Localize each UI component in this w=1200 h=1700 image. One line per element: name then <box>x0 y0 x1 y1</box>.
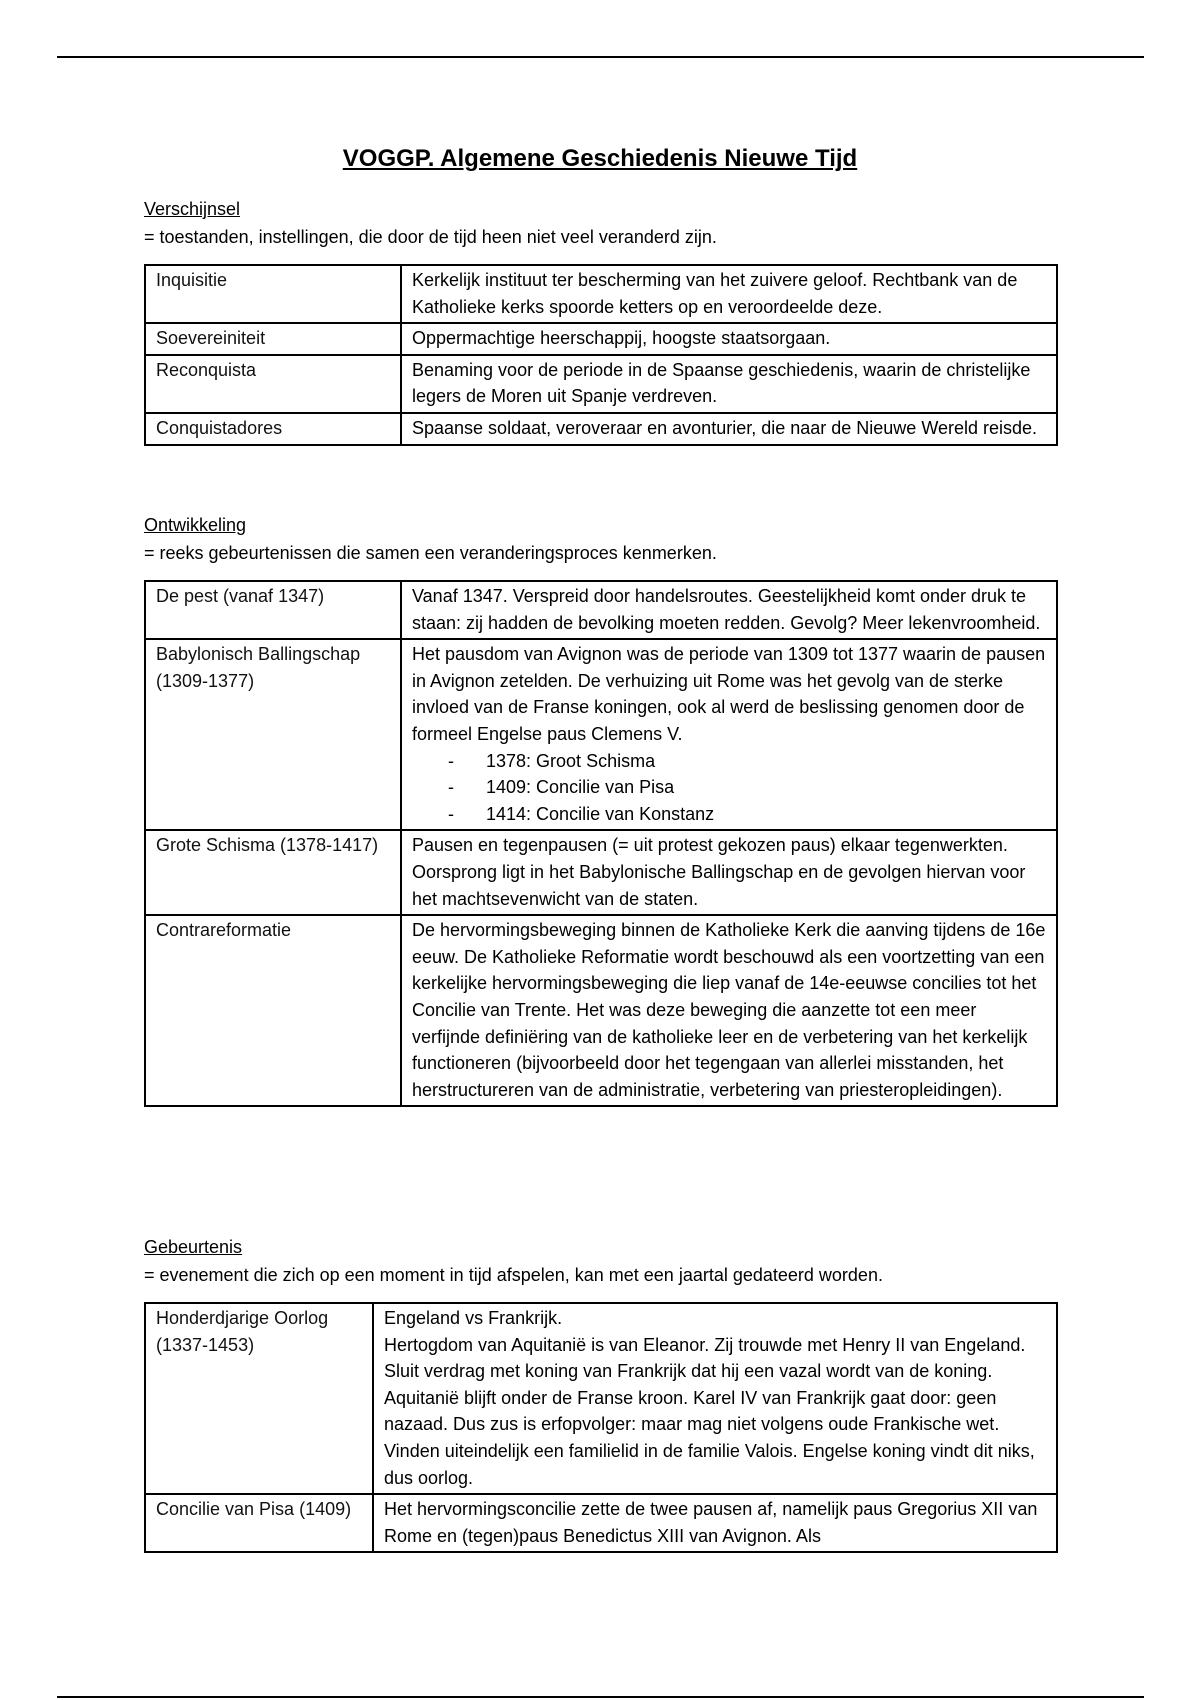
section-description: = toestanden, instellingen, die door de tijd heen niet veel veranderd zijn. <box>144 227 717 247</box>
definition-cell <box>373 1303 1057 1494</box>
list-item: - 1378: Groot Schisma <box>448 748 1046 775</box>
bottom-rule <box>57 1696 1144 1698</box>
definition-cell: Kerkelijk instituut ter bescherming van het zuivere geloof. Rechtbank van de Katholieke kerks spoorde ketters op en veroordeelde deze. <box>401 265 1057 323</box>
table-row <box>145 413 1057 445</box>
table-row <box>145 1303 1057 1494</box>
definition-cell: Pausen en tegenpausen (= uit protest gekozen paus) elkaar tegenwerkten. Oorsprong ligt in het Babylonische Ballingschap en de gevolgen hiervan voor het machtsevenwicht van de staten. <box>401 830 1057 915</box>
table-row <box>145 915 1057 1106</box>
table-row <box>145 830 1057 915</box>
definition-cell: Spaanse soldaat, veroveraar en avonturier, die naar de Nieuwe Wereld reisde. <box>401 413 1057 445</box>
table-row <box>145 639 1057 830</box>
definition-cell: Vanaf 1347. Verspreid door handelsroutes. Geestelijkheid komt onder druk te staan: zij hadden de bevolking moeten redden. Gevolg? Meer lekenvroomheid. <box>401 581 1057 639</box>
term-cell: Grote Schisma (1378-1417) <box>145 830 401 915</box>
definition-cell: Benaming voor de periode in de Spaanse geschiedenis, waarin de christelijke legers de Moren uit Spanje verdreven. <box>401 355 1057 413</box>
table-row <box>145 581 1057 639</box>
definition-text: Engeland vs Frankrijk. <box>384 1308 563 1328</box>
definition-text: Het pausdom van Avignon was de periode van 1309 tot 1377 waarin de pausen in Avignon zetelden. De verhuizing uit Rome was het gevolg van de sterke invloed van de Franse koningen, ook al werd de beslissing genomen door de formeel Engelse paus Clemens V. <box>412 644 1046 744</box>
page-title: VOGGP. Algemene Geschiedenis Nieuwe Tijd <box>342 145 858 172</box>
section-heading: Verschijnsel <box>144 199 241 219</box>
table-row <box>145 323 1057 355</box>
term-cell: Babylonisch Ballingschap (1309-1377) <box>145 639 401 830</box>
section-description: = evenement die zich op een moment in tijd afspelen, kan met een jaartal gedateerd worden. <box>144 1265 883 1285</box>
definition-cell: De hervormingsbeweging binnen de Katholieke Kerk die aanving tijdens de 16e eeuw. De Katholieke Reformatie wordt beschouwd als een voortzetting van een kerkelijke hervormingsbeweging die liep vanaf de 14e-eeuwse concilies tot het Concilie van Trente. Het was deze beweging die aanzette tot een meer verfijnde definiëring van de katholieke leer en de verbetering van het kerkelijk functioneren (bijvoorbeeld door het tegengaan van allerlei misstanden, het herstructureren van de administratie, verbetering van priesteropleidingen). <box>401 915 1057 1106</box>
table-row <box>145 1494 1057 1552</box>
term-cell: Contrareformatie <box>145 915 401 1106</box>
section-verschijnsel <box>144 196 1058 446</box>
term-cell: Concilie van Pisa (1409) <box>145 1494 373 1552</box>
term-cell: Conquistadores <box>145 413 401 445</box>
term-cell: Inquisitie <box>145 265 401 323</box>
section-ontwikkeling <box>144 512 1058 1107</box>
term-cell: Honderdjarige Oorlog (1337-1453) <box>145 1303 373 1494</box>
term-cell: De pest (vanaf 1347) <box>145 581 401 639</box>
definitions-table <box>144 580 1058 1107</box>
list-item: - 1414: Concilie van Konstanz <box>448 801 1046 828</box>
term-cell: Reconquista <box>145 355 401 413</box>
table-row <box>145 355 1057 413</box>
section-gebeurtenis <box>144 1234 1058 1553</box>
definition-cell: Het hervormingsconcilie zette de twee pausen af, namelijk paus Gregorius XII van Rome en (tegen)paus Benedictus XIII van Avignon. Als <box>373 1494 1057 1552</box>
definition-cell: Oppermachtige heerschappij, hoogste staatsorgaan. <box>401 323 1057 355</box>
table-row <box>145 265 1057 323</box>
definitions-table <box>144 1302 1058 1553</box>
section-heading: Gebeurtenis <box>144 1237 243 1257</box>
definition-text: Hertogdom van Aquitanië is van Eleanor. Zij trouwde met Henry II van Engeland. Sluit verdrag met koning van Frankrijk dat hij een vazal wordt van de koning. Aquitanië blijft onder de Franse kroon. Karel IV van Frankrijk gaat door: geen nazaad. Dus zus is erfopvolger: maar mag niet volgens oude Frankische wet. Vinden uiteindelijk een familielid in de familie Valois. Engelse koning vindt dit niks, dus oorlog. <box>384 1334 1035 1488</box>
definition-cell <box>401 639 1057 830</box>
section-description: = reeks gebeurtenissen die samen een veranderingsproces kenmerken. <box>144 543 717 563</box>
list-item: - 1409: Concilie van Pisa <box>448 774 1046 801</box>
bullet-list <box>412 748 1046 828</box>
section-heading: Ontwikkeling <box>144 515 247 535</box>
top-rule <box>57 56 1144 58</box>
term-cell: Soevereiniteit <box>145 323 401 355</box>
definitions-table <box>144 264 1058 446</box>
